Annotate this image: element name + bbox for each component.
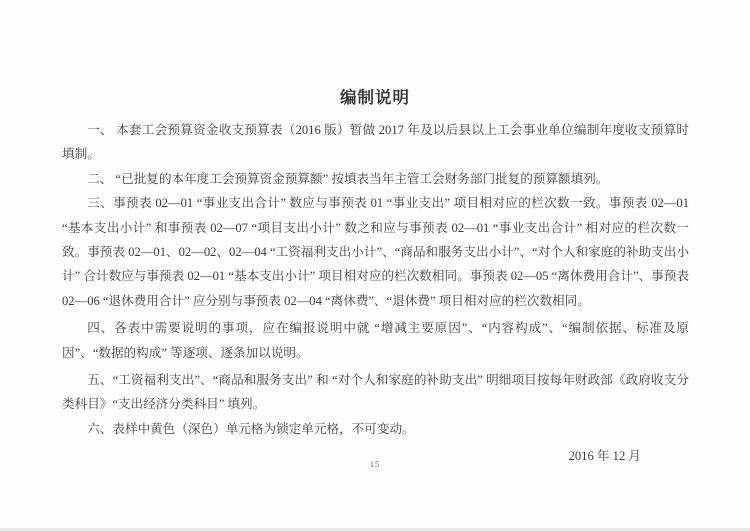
document-body xyxy=(62,118,689,441)
page-title: 编制说明 xyxy=(340,88,410,107)
page-number: 15 xyxy=(370,460,380,469)
date-line: 2016 年 12 月 xyxy=(568,449,641,464)
paragraph-1: 一、 本套工会预算资金收支预算表（2016 版）暂做 2017 年及以后县以上工会事业单位编制年度收支预算时填制。 xyxy=(62,123,689,162)
paragraph-4: 四、各表中需要说明的事项，应在编报说明中就 “增减主要原因”、“内容构成”、“编制依据、标准及原因”、“数据的构成” 等逐项、逐条加以说明。 xyxy=(62,321,689,360)
paragraph-6: 六、表样中黄色（深色）单元格为锁定单元格，不可变动。 xyxy=(87,421,415,436)
paragraph-3: 三、事预表 02—01 “事业支出合计” 数应与事预表 01 “事业支出” 项目相对应的栏次数一致。事预表 02—01 “基本支出小计” 和事预表 02—07 “项目支出小计” 数之和应与事预表 02—01 “事业支出合计” 相对应的栏次数一致。事预表 02—01、02—02、02—04 “工资福利支出小计”、“商品和服务支出小计”、“对个人和家庭的补助支出小计” 合计数应与事预表 02—01 “基本支出小计” 项目相对应的栏次数相同。事预表 02—05 “离休费用合计”、事预表 02—06 “退休费用合计” 应分别与事预表 02—04 “离休费”、“退休费” 项目相对应的栏次数相同。 xyxy=(62,196,689,308)
paragraph-2: 二、 “已批复的本年度工会预算资金预算额” 按填表当年主管工会财务部门批复的预算额填列。 xyxy=(87,171,609,186)
paragraph-5: 五、“工资福利支出”、“商品和服务支出” 和 “对个人和家庭的补助支出” 明细项目按每年财政部《政府收支分类科目》“支出经济分类科目” 填列。 xyxy=(62,373,689,412)
